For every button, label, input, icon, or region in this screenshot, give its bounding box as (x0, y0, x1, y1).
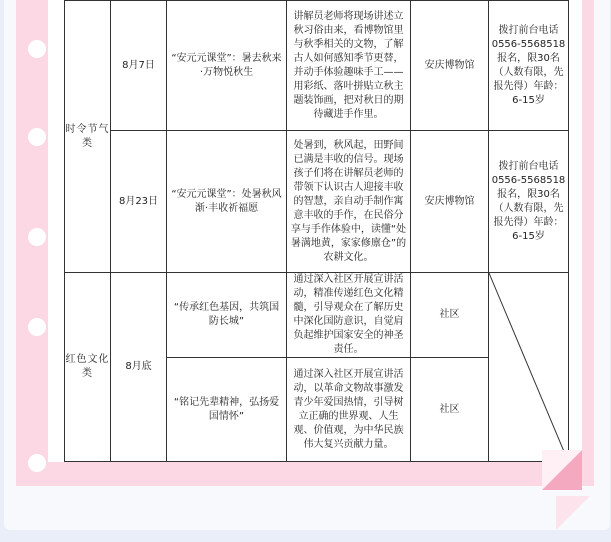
description-cell: 通过深入社区开展宣讲活动，以革命文物故事激发青少年爱国热情，引导树立正确的世界观、人生观、价值观，为中华民族伟大复兴贡献力量。 (287, 358, 411, 462)
table-row (65, 273, 569, 358)
venue-cell: 安庆博物馆 (411, 131, 489, 273)
activity-title-cell: “安元元课堂”：处暑秋风渐·丰收祈福愿 (167, 131, 287, 273)
venue-cell: 社区 (411, 273, 489, 358)
table-row (65, 131, 569, 273)
page-fold-corner-shadow (556, 496, 590, 530)
activity-title-cell: “安元元课堂”：暑去秋来·万物悦秋生 (167, 1, 287, 131)
empty-diagonal-cell (489, 273, 569, 462)
table-row (65, 1, 569, 131)
description-cell: 讲解员老师将现场讲述立秋习俗由来，看博物馆里与秋季相关的文物，了解古人如何感知季节更替，并动手体验趣味手工——用彩纸、落叶拼贴立秋主题装饰画，把对秋日的期待藏进手作里。 (287, 1, 411, 131)
description-cell: 处暑到，秋风起，田野间已满是丰收的信号。现场孩子们将在讲解员老师的带领下认识古人迎接丰收的智慧，亲自动手制作寓意丰收的手作，在民俗分享与手作体验中，读懂“处暑满地黄，家家修廪仓”的农耕文化。 (287, 131, 411, 273)
binder-hole (28, 228, 46, 246)
binder-hole (28, 128, 46, 146)
date-cell: 8月7日 (111, 1, 167, 131)
activity-schedule-table (64, 0, 569, 462)
activity-title-cell: “铭记先辈精神，弘扬爱国情怀” (167, 358, 287, 462)
category-cell: 时令节气类 (65, 1, 111, 273)
binder-hole (28, 454, 46, 472)
description-cell: 通过深入社区开展宣讲活动，精准传递红色文化精髓，引导观众在了解历史中深化国防意识，自觉肩负起维护国家安全的神圣责任。 (287, 273, 411, 358)
binder-hole (28, 318, 46, 336)
page-fold-corner (542, 450, 582, 490)
date-cell: 8月23日 (111, 131, 167, 273)
signup-info-cell: 拨打前台电话0556-5568518报名，限30名（人数有限，先报先得）年龄：6-15岁 (489, 131, 569, 273)
date-cell: 8月底 (111, 273, 167, 462)
venue-cell: 安庆博物馆 (411, 1, 489, 131)
venue-cell: 社区 (411, 358, 489, 462)
binder-hole (28, 40, 46, 58)
signup-info-cell: 拨打前台电话0556-5568518报名，限30名（人数有限，先报先得）年龄：6-15岁 (489, 1, 569, 131)
activity-title-cell: “传承红色基因，共筑国防长城” (167, 273, 287, 358)
diagonal-line (489, 273, 568, 461)
category-cell: 红色文化类 (65, 273, 111, 462)
